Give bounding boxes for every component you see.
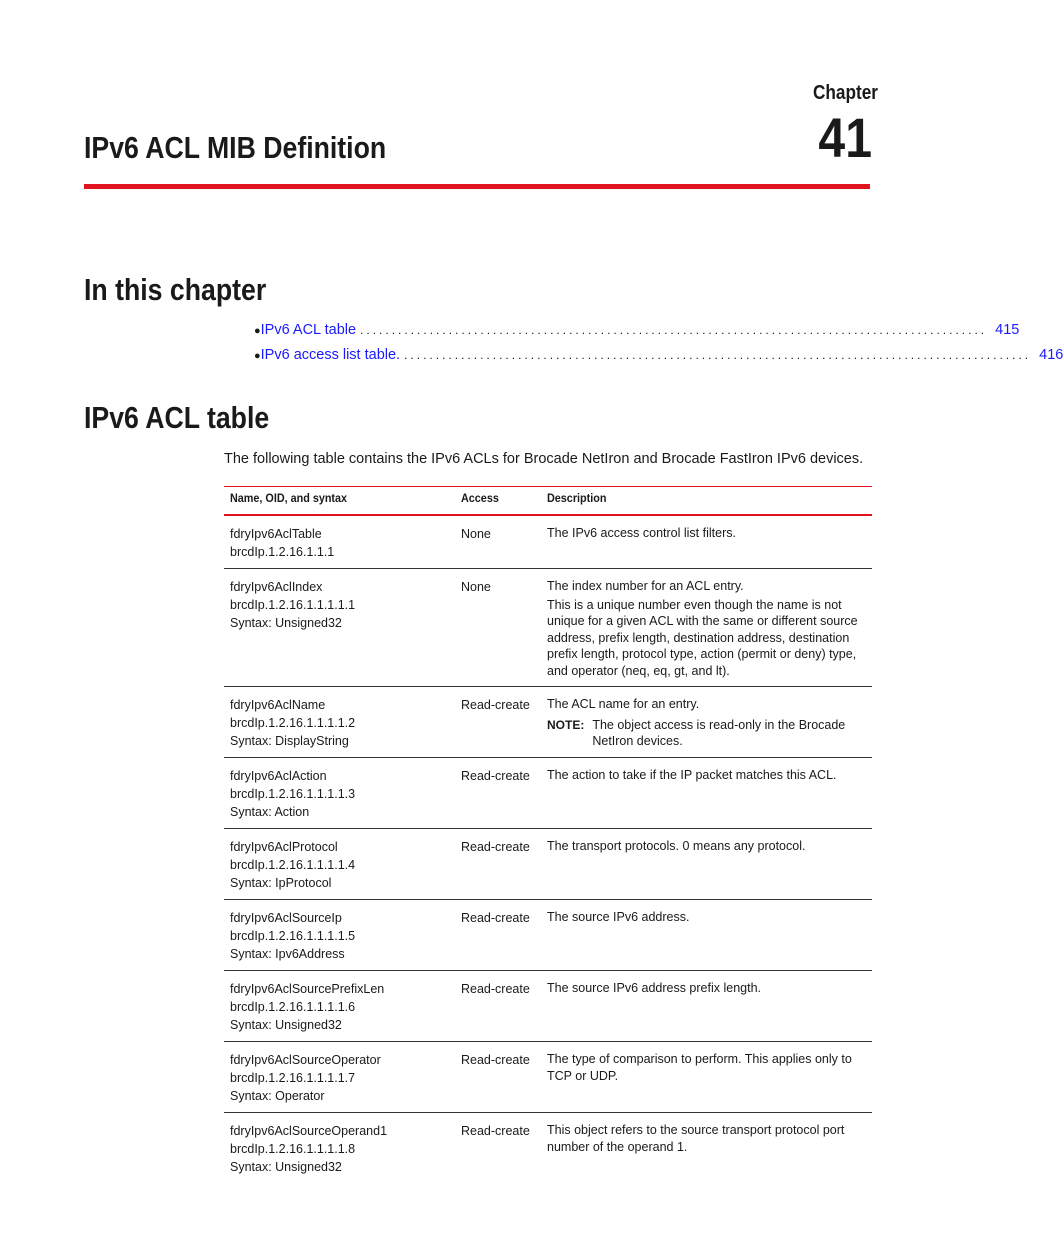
mib-oid: brcdIp.1.2.16.1.1.1.1.8 (230, 1142, 356, 1156)
table-row (224, 971, 872, 1042)
cell-access: Read-create (461, 1124, 530, 1138)
mib-name: fdryIpv6AclName (230, 698, 326, 712)
mib-syntax: Syntax: Operator (230, 1089, 325, 1103)
table-row (224, 758, 872, 829)
mib-syntax: Syntax: DisplayString (230, 734, 349, 748)
cell-name-oid-syntax (224, 758, 455, 829)
table-row (224, 900, 872, 971)
toc-page-link[interactable]: 416 (1039, 347, 1063, 363)
bullet-icon: ● (254, 350, 261, 362)
mib-syntax: Syntax: Unsigned32 (230, 1018, 342, 1032)
table-body (224, 515, 872, 1183)
table-row (224, 829, 872, 900)
note (547, 717, 866, 750)
mib-syntax: Syntax: Action (230, 805, 310, 819)
mib-name: fdryIpv6AclSourceIp (230, 911, 342, 925)
description-text: The transport protocols. 0 means any protocol. (547, 839, 806, 853)
description-text: The IPv6 access control list filters. (547, 526, 736, 540)
header-description: Description (541, 487, 872, 516)
table-row (224, 515, 872, 569)
description-text: The index number for an ACL entry. (547, 579, 744, 593)
cell-access: Read-create (455, 971, 541, 1042)
mib-name: fdryIpv6AclAction (230, 769, 327, 783)
mib-syntax: Syntax: Unsigned32 (230, 1160, 342, 1174)
cell-name-oid-syntax (224, 1042, 455, 1113)
section-heading: IPv6 ACL table (84, 400, 270, 435)
cell-name-oid-syntax (224, 971, 455, 1042)
toc-link[interactable]: IPv6 access list table. (260, 347, 401, 363)
chapter-label: Chapter (813, 82, 878, 104)
cell-description (541, 687, 872, 758)
chapter-toc (254, 322, 1063, 372)
cell-description (541, 569, 872, 687)
description-text: The ACL name for an entry. (547, 697, 700, 711)
note-label: NOTE: (547, 717, 585, 732)
cell-access: Read-create (455, 758, 541, 829)
table-row (224, 1042, 872, 1113)
cell-description (541, 1042, 872, 1113)
header-access: Access (455, 487, 541, 516)
description-text: The type of comparison to perform. This applies only to TCP or UDP. (547, 1052, 852, 1083)
table-row (224, 1113, 872, 1184)
cell-access: Read-create (455, 829, 541, 900)
toc-item[interactable] (254, 322, 1020, 347)
mib-name: fdryIpv6AclProtocol (230, 840, 338, 854)
mib-oid: brcdIp.1.2.16.1.1.1.1.1 (230, 598, 356, 612)
note-text: The object access is read-only in the Brocade NetIron devices. (592, 717, 846, 748)
cell-access: None (455, 515, 541, 569)
cell-description (541, 829, 872, 900)
bullet-icon: ● (254, 325, 261, 337)
mib-name: fdryIpv6AclSourceOperand1 (230, 1124, 388, 1138)
mib-oid: brcdIp.1.2.16.1.1.1.1.5 (230, 929, 356, 943)
mib-syntax: Syntax: Unsigned32 (230, 616, 342, 630)
mib-oid: brcdIp.1.2.16.1.1.1.1.6 (230, 1000, 356, 1014)
description-text: This object refers to the source transport protocol port number of the operand 1. (547, 1123, 845, 1154)
header-name: Name, OID, and syntax (224, 487, 455, 516)
cell-name-oid-syntax (224, 900, 455, 971)
cell-access: Read-create (455, 687, 541, 758)
toc-item[interactable] (254, 347, 1063, 372)
mib-syntax: Syntax: Ipv6Address (230, 947, 345, 961)
toc-page-link[interactable]: 415 (995, 322, 1020, 338)
description-text: This is a unique number even though the name is not unique for a given ACL with the same or different source address, prefix length, destination address, destination prefix length, protocol type, action (permit or deny) type, and operator (neq, eq, gt, and lt). (547, 597, 858, 678)
mib-syntax: Syntax: IpProtocol (230, 876, 332, 890)
cell-description (541, 758, 872, 829)
description-text: The source IPv6 address prefix length. (547, 981, 762, 995)
section-intro: The following table contains the IPv6 ACLs for Brocade NetIron and Brocade FastIron IPv6 devices. (224, 451, 864, 467)
toc-link[interactable]: IPv6 ACL table (260, 322, 357, 338)
mib-name: fdryIpv6AclTable (230, 527, 322, 541)
mib-oid: brcdIp.1.2.16.1.1.1.1.3 (230, 787, 356, 801)
description-text: The action to take if the IP packet matches this ACL. (547, 768, 837, 782)
mib-name: fdryIpv6AclSourceOperator (230, 1053, 381, 1067)
mib-name: fdryIpv6AclSourcePrefixLen (230, 982, 385, 996)
cell-description (541, 1113, 872, 1184)
mib-table (224, 486, 872, 1183)
toc-leader-dots: ................................................................................................... (404, 348, 1032, 362)
cell-access: None (455, 569, 541, 687)
table-row (224, 569, 872, 687)
mib-oid: brcdIp.1.2.16.1.1.1.1.7 (230, 1071, 356, 1085)
cell-description (541, 515, 872, 569)
table-row (224, 687, 872, 758)
mib-oid: brcdIp.1.2.16.1.1.1.1.2 (230, 716, 356, 730)
in-this-chapter-heading: In this chapter (84, 272, 267, 307)
chapter-number: 41 (818, 106, 872, 169)
mib-oid: brcdIp.1.2.16.1.1.1.1.4 (230, 858, 356, 872)
mib-oid: brcdIp.1.2.16.1.1.1 (230, 545, 335, 559)
table-header-row (224, 487, 872, 516)
cell-access: Read-create (455, 900, 541, 971)
cell-name-oid-syntax (224, 569, 455, 687)
cell-description (541, 971, 872, 1042)
cell-name-oid-syntax (224, 829, 455, 900)
chapter-title-rule (84, 184, 870, 189)
description-text: The source IPv6 address. (547, 910, 690, 924)
cell-name-oid-syntax (224, 1113, 455, 1184)
mib-name: fdryIpv6AclIndex (230, 580, 323, 594)
toc-leader-dots: ................................................................................................... (360, 323, 988, 337)
cell-name-oid-syntax (224, 687, 455, 758)
chapter-title: IPv6 ACL MIB Definition (84, 130, 387, 165)
cell-access: Read-create (455, 1042, 541, 1113)
cell-name-oid-syntax (224, 515, 455, 569)
cell-description (541, 900, 872, 971)
